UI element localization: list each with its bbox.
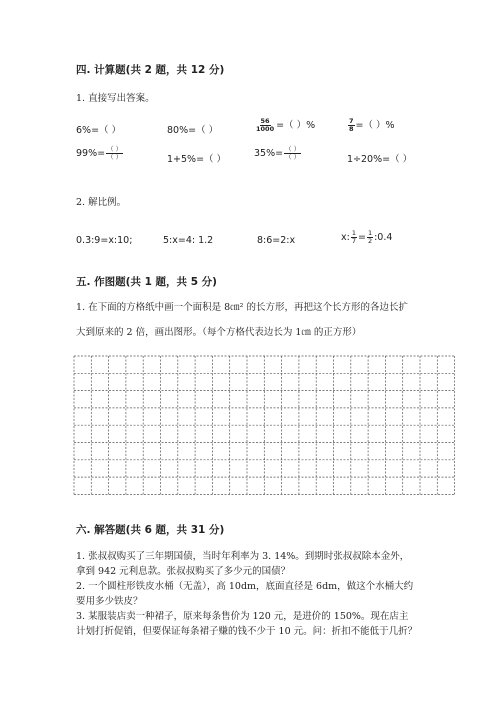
blank-fraction [284,146,301,161]
fraction-denominator: 7 [351,237,356,245]
drawing-question-line-1: 1. 在下面的方格纸中画一个面积是 8㎝² 的长方形，再把这个长方形的各边长扩 [76,302,408,313]
fraction-numerator: 1 [351,229,356,237]
section-5-heading: 五. 作图题(共 1 题，共 5 分) [76,276,217,288]
fraction-numerator: 56 [260,117,270,125]
row2-item-b: 1+5%=（ ） [167,154,227,165]
row3-item-d [341,230,392,245]
section-6-heading: 六. 解答题(共 6 题，共 31 分) [76,524,225,536]
answer-question-line-1: 1. 张叔叔购买了三年期国债，当时年利率为 3. 14%。到期时张叔叔除本金外， [76,551,410,562]
fraction-7-8 [348,118,355,133]
question-2-title: 2. 解比例。 [76,197,127,208]
fraction-denominator: 8 [349,125,354,133]
row3-item-c: 8:6=2:x [257,235,296,246]
fraction-56-1000 [255,118,275,133]
answer-question-line-6: 计划打折促销，但要保证每条裙子赚的钱不少于 10 元。问：折扣不能低于几折？ [76,626,418,637]
answer-question-line-4: 要用多少铁皮？ [76,596,143,607]
square-grid-paper[interactable] [73,355,455,499]
fraction-1-7 [351,230,357,245]
fraction-denominator: （ ） [285,153,301,161]
row1-item-d-rest: =（ ）% [355,120,395,131]
row1-item-a: 6%=（ ） [76,125,122,136]
fraction-numerator: （ ） [285,145,301,153]
fraction-denominator: 1000 [256,125,275,133]
fraction-denominator: 2 [367,237,373,245]
row3-item-a: 0.3:9=x:10; [76,235,133,246]
question-1-title: 1. 直接写出答案。 [76,93,155,104]
answer-question-line-5: 3. 某服装店卖一种裙子，原来每条售价为 120 元，是进价的 150%。现在店主 [76,611,409,622]
row1-item-b: 80%=（ ） [167,125,219,136]
section-4-heading: 四. 计算题(共 2 题，共 12 分) [76,64,225,76]
row2-item-d: 1÷20%=（ ） [347,154,413,165]
row1-item-d [347,117,395,133]
answer-question-line-3: 2. 一个圆柱形铁皮水桶（无盖），高 10dm，底面直径是 6dm，做这个水桶大约 [76,581,414,592]
row3-item-d-post: :0.4 [374,232,393,243]
fraction-numerator: （ ） [107,145,123,153]
row2-item-a [76,146,124,161]
row3-item-d-pre: x: [341,232,350,243]
row1-item-c [254,117,315,133]
row2-item-c-pre: 35%= [254,148,284,159]
row3-item-d-mid: = [357,232,366,243]
fraction-denominator: （ ） [107,153,123,161]
fraction-numerator: 7 [349,117,354,125]
fraction-numerator: 1 [367,229,373,237]
row2-item-a-pre: 99%= [76,148,106,159]
row1-item-c-rest: =（ ）% [276,120,316,131]
blank-fraction [106,146,123,161]
row2-item-c [254,146,302,161]
fraction-1-2 [367,230,373,245]
answer-question-line-2: 拿到 942 元利息款。张叔叔购买了多少元的国债？ [76,566,291,577]
drawing-question-line-2: 大到原来的 2 倍，画出图形。（每个方格代表边长为 1㎝ 的正方形） [76,327,362,338]
row3-item-b: 5:x=4: 1.2 [163,235,214,246]
